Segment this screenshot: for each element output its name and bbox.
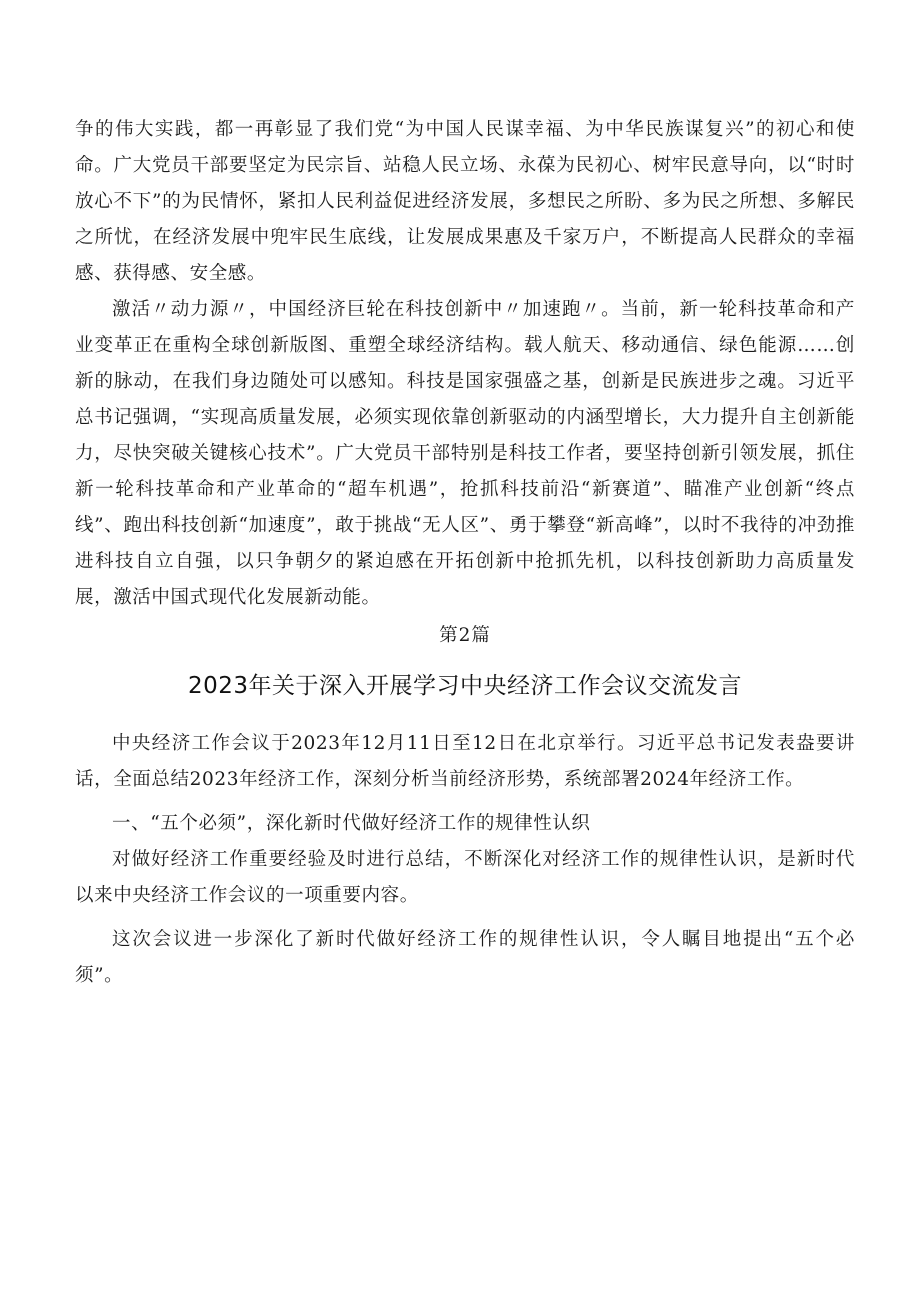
paragraph: 激活〃动力源〃，中国经济巨轮在科技创新中〃加速跑〃。当前，新一轮科技革命和产业变革正在重构全球创新版图、重塑全球经济结构。载人航天、移动通信、绿色能源……创新的脉动，在我们身边随处可以感知。科技是国家强盛之基，创新是民族进步之魂。习近平总书记强调，“实现高质量发展，必须实现依靠创新驱动的内涵型增长，大力提升自主创新能力，尽快突破关键核心技术”。广大党员干部特别是科技工作者，要坚持创新引领发展，抓住新一轮科技革命和产业革命的“超车机遇”，抢抓科技前沿“新赛道”、瞄准产业创新“终点线”、跑出科技创新“加速度”，敢于挑战“无人区”、勇于攀登“新高峰”，以时不我待的冲劲推进科技自立自强，以只争朝夕的紧迫感在开拓创新中抢抓先机，以科技创新助力高质量发展，激活中国式现代化发展新动能。	[75, 299, 855, 608]
paragraph: 争的伟大实践，都一再彰显了我们党“为中国人民谋幸福、为中华民族谋复兴”的初心和使命。广大党员干部要坚定为民宗旨、站稳人民立场、永葆为民初心、树牢民意导向，以“时时放心不下”的为民情怀，紧扣人民利益促进经济发展，多想民之所盼、多为民之所想、多解民之所忧，在经济发展中兜牢民生底线，让发展成果惠及千家万户，不断提高人民群众的幸福感、获得感、安全感。	[75, 119, 855, 284]
paragraph: 中央经济工作会议于2023年12月11日至12日在北京举行。习近平总书记发表盎要讲话，全面总结2023年经济工作，深刻分析当前经济形势，系统部署2024年经济工作。	[75, 733, 855, 790]
paragraph: 对做好经济工作重要经验及时进行总结，不断深化对经济工作的规律性认识，是新时代以来中央经济工作会议的一项重要内容。	[75, 849, 855, 906]
paragraph: 这次会议进一步深化了新时代做好经济工作的规律性认识，令人瞩目地提出“五个必须”。	[75, 929, 855, 986]
article-title: 2023年关于深入开展学习中央经济工作会议交流发言	[187, 673, 743, 699]
section-number: 第2篇	[439, 625, 491, 646]
section-heading: 一、“五个必须”，深化新时代做好经济工作的规律性认织	[112, 813, 591, 834]
document-page	[75, 112, 855, 994]
